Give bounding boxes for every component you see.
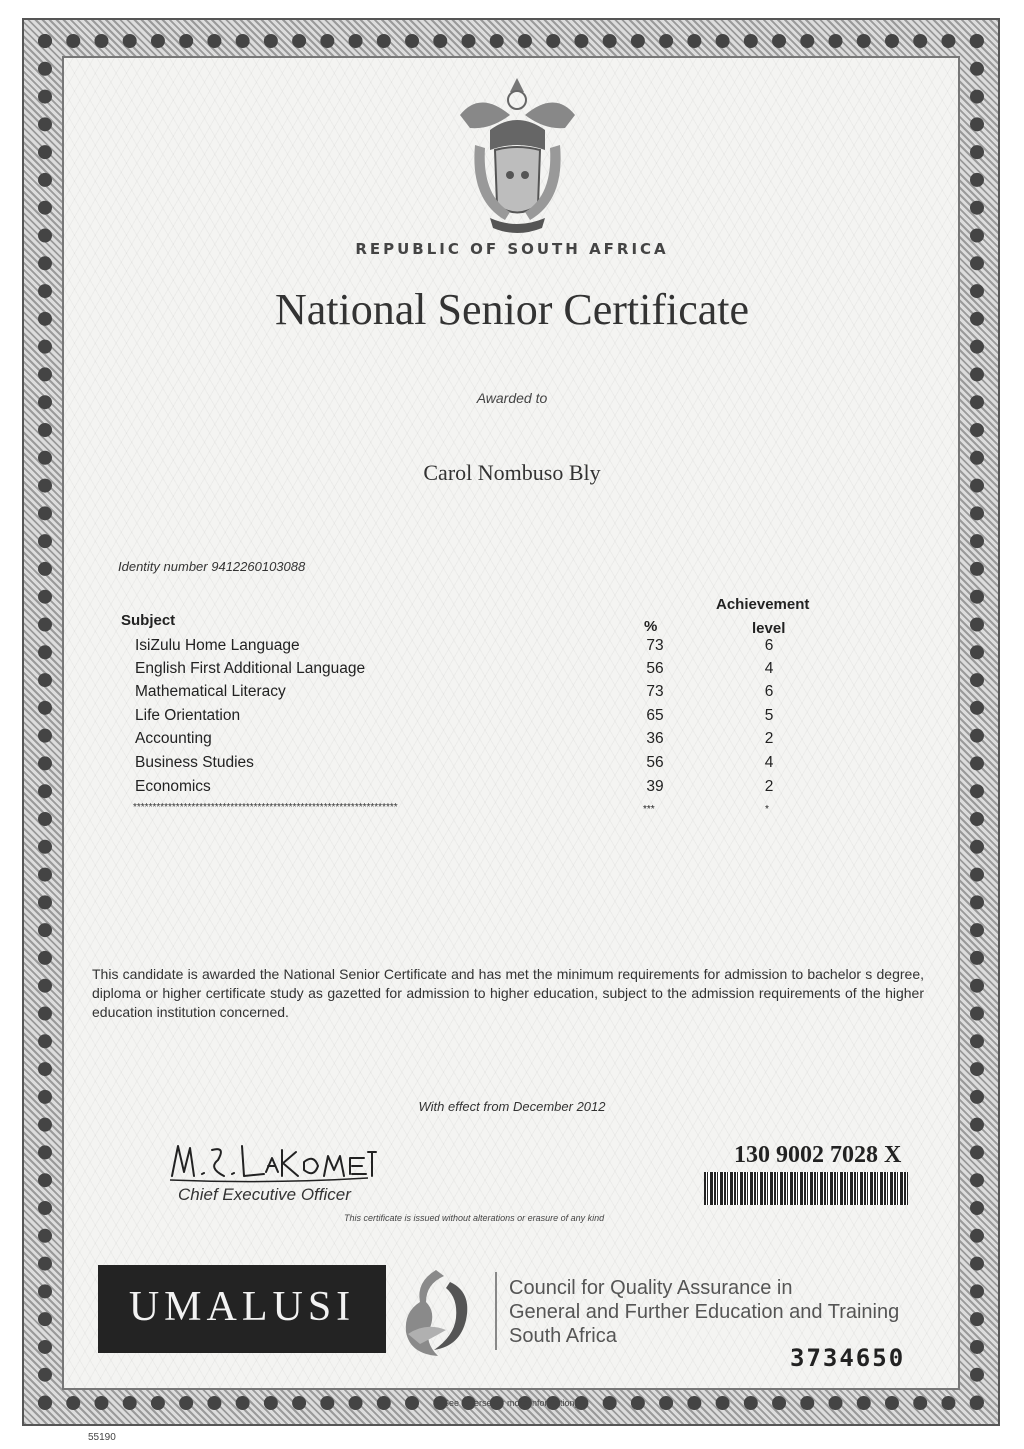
umalusi-emblem-icon bbox=[396, 1262, 482, 1362]
subject-name: Business Studies bbox=[135, 754, 254, 771]
table-row bbox=[0, 754, 1024, 777]
certificate-number: 130 9002 7028 X bbox=[734, 1142, 902, 1168]
subject-level: 4 bbox=[764, 660, 774, 677]
council-name-line3: South Africa bbox=[509, 1325, 617, 1347]
serial-number: 3734650 bbox=[790, 1344, 906, 1372]
percent-header: % bbox=[644, 618, 658, 635]
council-name-line1: Council for Quality Assurance in bbox=[509, 1277, 793, 1299]
subject-percent: 73 bbox=[646, 637, 664, 654]
subject-name: Mathematical Literacy bbox=[135, 683, 286, 700]
subject-percent: 65 bbox=[646, 707, 664, 724]
umalusi-logo-text: UMALUSI bbox=[128, 1284, 356, 1330]
reverse-note: (See reverse for more information) bbox=[440, 1398, 578, 1408]
signatory-title: Chief Executive Officer bbox=[178, 1185, 351, 1204]
coat-of-arms-icon bbox=[450, 70, 585, 240]
certificate-title: National Senior Certificate bbox=[274, 285, 750, 334]
council-name-line2: General and Further Education and Training bbox=[509, 1301, 900, 1323]
end-of-results-marker: ******************************************************************** bbox=[133, 802, 398, 813]
awarded-to-label: Awarded to bbox=[476, 390, 548, 406]
recipient-name: Carol Nombuso Bly bbox=[423, 460, 601, 485]
identity-label: Identity number bbox=[118, 559, 208, 574]
identity-number: 9412260103088 bbox=[211, 559, 306, 574]
subject-name: English First Additional Language bbox=[135, 660, 366, 677]
effective-date: With effect from December 2012 bbox=[418, 1099, 606, 1114]
table-row bbox=[0, 778, 1024, 801]
issued-note: This certificate is issued without alterations or erasure of any kind bbox=[344, 1213, 605, 1223]
table-row bbox=[0, 683, 1024, 706]
form-number: 55190 bbox=[88, 1432, 116, 1443]
award-statement: This candidate is awarded the National Senior Certificate and has met the minimum requirements for admission to bachelor s degree, diploma or higher certificate study as gazetted for admission to higher education, subject to the admission requirements of the higher education institution concerned. bbox=[92, 966, 924, 1020]
barcode-icon bbox=[704, 1172, 908, 1205]
level-header: level bbox=[752, 620, 786, 637]
subject-percent: 73 bbox=[646, 683, 664, 700]
achievement-header: Achievement bbox=[716, 596, 810, 613]
subject-name: Accounting bbox=[135, 730, 212, 747]
end-marker-level: * bbox=[765, 804, 769, 815]
subject-level: 2 bbox=[764, 778, 774, 795]
subject-level: 2 bbox=[764, 730, 774, 747]
identity-line bbox=[118, 559, 305, 574]
subject-name: Economics bbox=[135, 778, 211, 795]
subject-header: Subject bbox=[121, 612, 176, 629]
end-marker-percent: *** bbox=[643, 804, 655, 815]
country-heading: REPUBLIC OF SOUTH AFRICA bbox=[355, 240, 669, 258]
signature-icon bbox=[168, 1136, 378, 1184]
council-name bbox=[509, 1276, 899, 1348]
council-divider bbox=[495, 1272, 497, 1350]
table-row bbox=[0, 730, 1024, 753]
subject-percent: 39 bbox=[646, 778, 664, 795]
subject-level: 6 bbox=[764, 637, 774, 654]
table-row bbox=[0, 637, 1024, 660]
table-row bbox=[0, 707, 1024, 730]
subject-name: IsiZulu Home Language bbox=[135, 637, 300, 654]
subject-level: 4 bbox=[764, 754, 774, 771]
subject-percent: 36 bbox=[646, 730, 664, 747]
subject-level: 6 bbox=[764, 683, 774, 700]
subject-level: 5 bbox=[764, 707, 774, 724]
subject-name: Life Orientation bbox=[135, 707, 241, 724]
table-row bbox=[0, 660, 1024, 683]
subject-percent: 56 bbox=[646, 754, 664, 771]
subject-percent: 56 bbox=[646, 660, 664, 677]
